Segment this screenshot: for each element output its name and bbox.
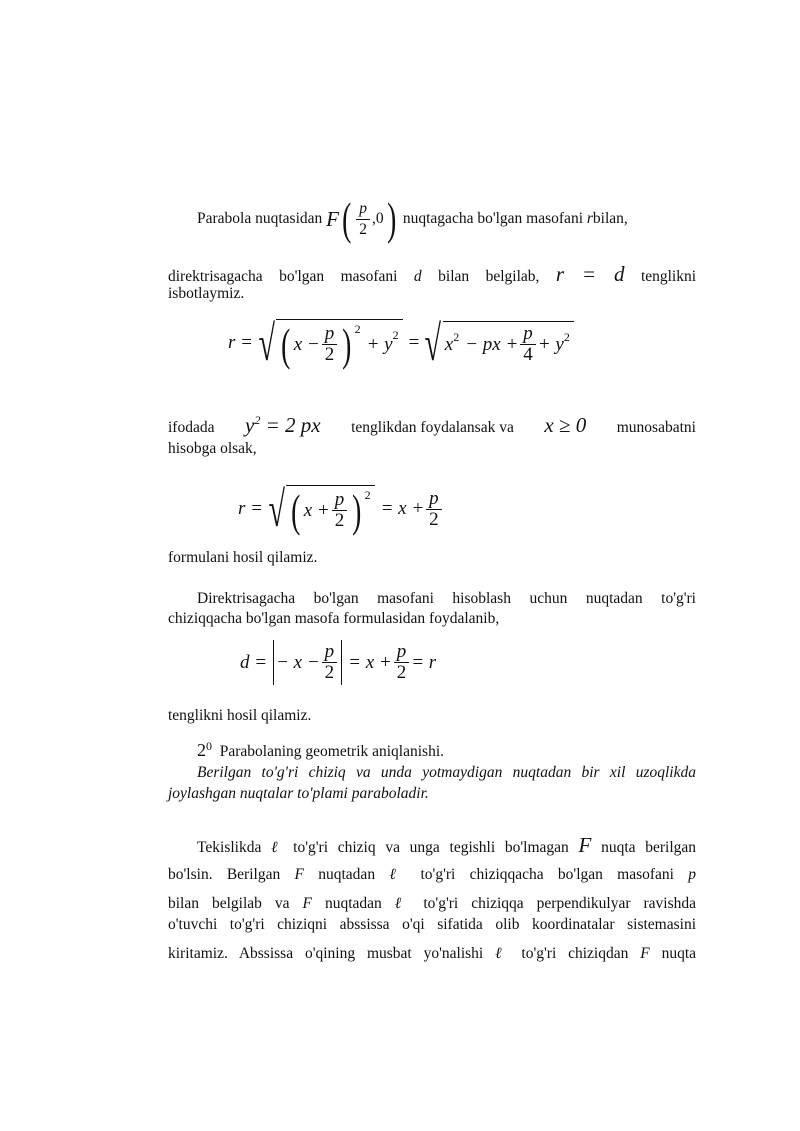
paragraph-5-line-1: Direktrisagacha bo'lgan masofani hisoblash uchun nuqtadan to'g'ri	[197, 590, 696, 607]
formula-distance-d: d = − x − $\frac{p}{2}$ = x + $\frac{p}{2}$ = r	[240, 641, 437, 683]
paragraph-3-line-1: ifodada $y^2 = 2$ px tenglikdan foydalansak va x ≥ 0 munosabatni	[168, 413, 696, 437]
paragraph-3-line-2: hisobga olsak,	[168, 440, 257, 457]
math-symbol: r	[586, 210, 593, 227]
paragraph-7-line-3: bilan belgilab va F nuqtadan ℓ to'g'ri chiziqqa perpendikulyar ravishda	[168, 895, 696, 912]
math-symbol: F	[326, 207, 339, 231]
definition-line-2: joylashgan nuqtalar to'plami paraboladir.	[168, 785, 429, 802]
paragraph-2-line-2: isbotlaymiz.	[168, 285, 245, 302]
fraction: $\frac{p}{2}$	[356, 199, 370, 240]
formula-r-simplified: r = √ ( x + $\frac{p}{2}$ ) $^2$ = x + $\frac{p}{2}$	[238, 484, 444, 534]
text-run: bilan,	[592, 210, 628, 227]
formula-distance-r: r = √ ( x − $\frac{p}{2}$ ) $^2$ + y $^2$ = √ x $^2$ − px + $\frac{p}{4}$ + y $^2$	[228, 318, 574, 368]
paragraph-6: tenglikni hosil qilamiz.	[168, 707, 312, 724]
math-text: ,0	[372, 210, 384, 227]
text-run: nuqtagacha bo'lgan masofani	[402, 210, 583, 227]
paragraph-5-line-2: chiziqqacha bo'lgan masofa formulasidan foydalanib,	[168, 610, 500, 627]
paragraph-7-line-2: bo'lsin. Berilgan F nuqtadan ℓ to'g'ri chiziqqacha bo'lgan masofani p	[168, 866, 697, 883]
text-run: Parabola nuqtasidan	[197, 210, 323, 227]
definition-line-1: Berilgan to'g'ri chiziq va unda yotmaydigan nuqtadan bir xil uzoqlikda	[197, 764, 696, 781]
paragraph-4: formulani hosil qilamiz.	[168, 549, 318, 566]
paragraph-7-line-4: o'tuvchi to'g'ri chiziqni abssissa o'qi sifatida olib koordinatalar sistemasini	[168, 916, 696, 933]
paragraph-7-line-5: kiritamiz. Abssissa o'qining musbat yo'nalishi ℓ to'g'ri chiziqdan F nuqta	[168, 945, 696, 962]
paragraph-1: Parabola nuqtasidan F ( $\frac{p}{2}$ ,0 ) nuqtagacha bo'lgan masofani r bilan,	[197, 193, 628, 244]
paragraph-7-line-1: Tekislikda ℓ to'g'ri chiziq va unga tegishli bo'lmagan F nuqta berilgan	[197, 833, 697, 857]
section-heading: $2^0$ Parabolaning geometrik aniqlanishi.	[197, 739, 445, 761]
paragraph-2-line-1: direktrisagacha bo'lgan masofani d bilan belgilab, r = d tenglikni	[168, 262, 697, 286]
